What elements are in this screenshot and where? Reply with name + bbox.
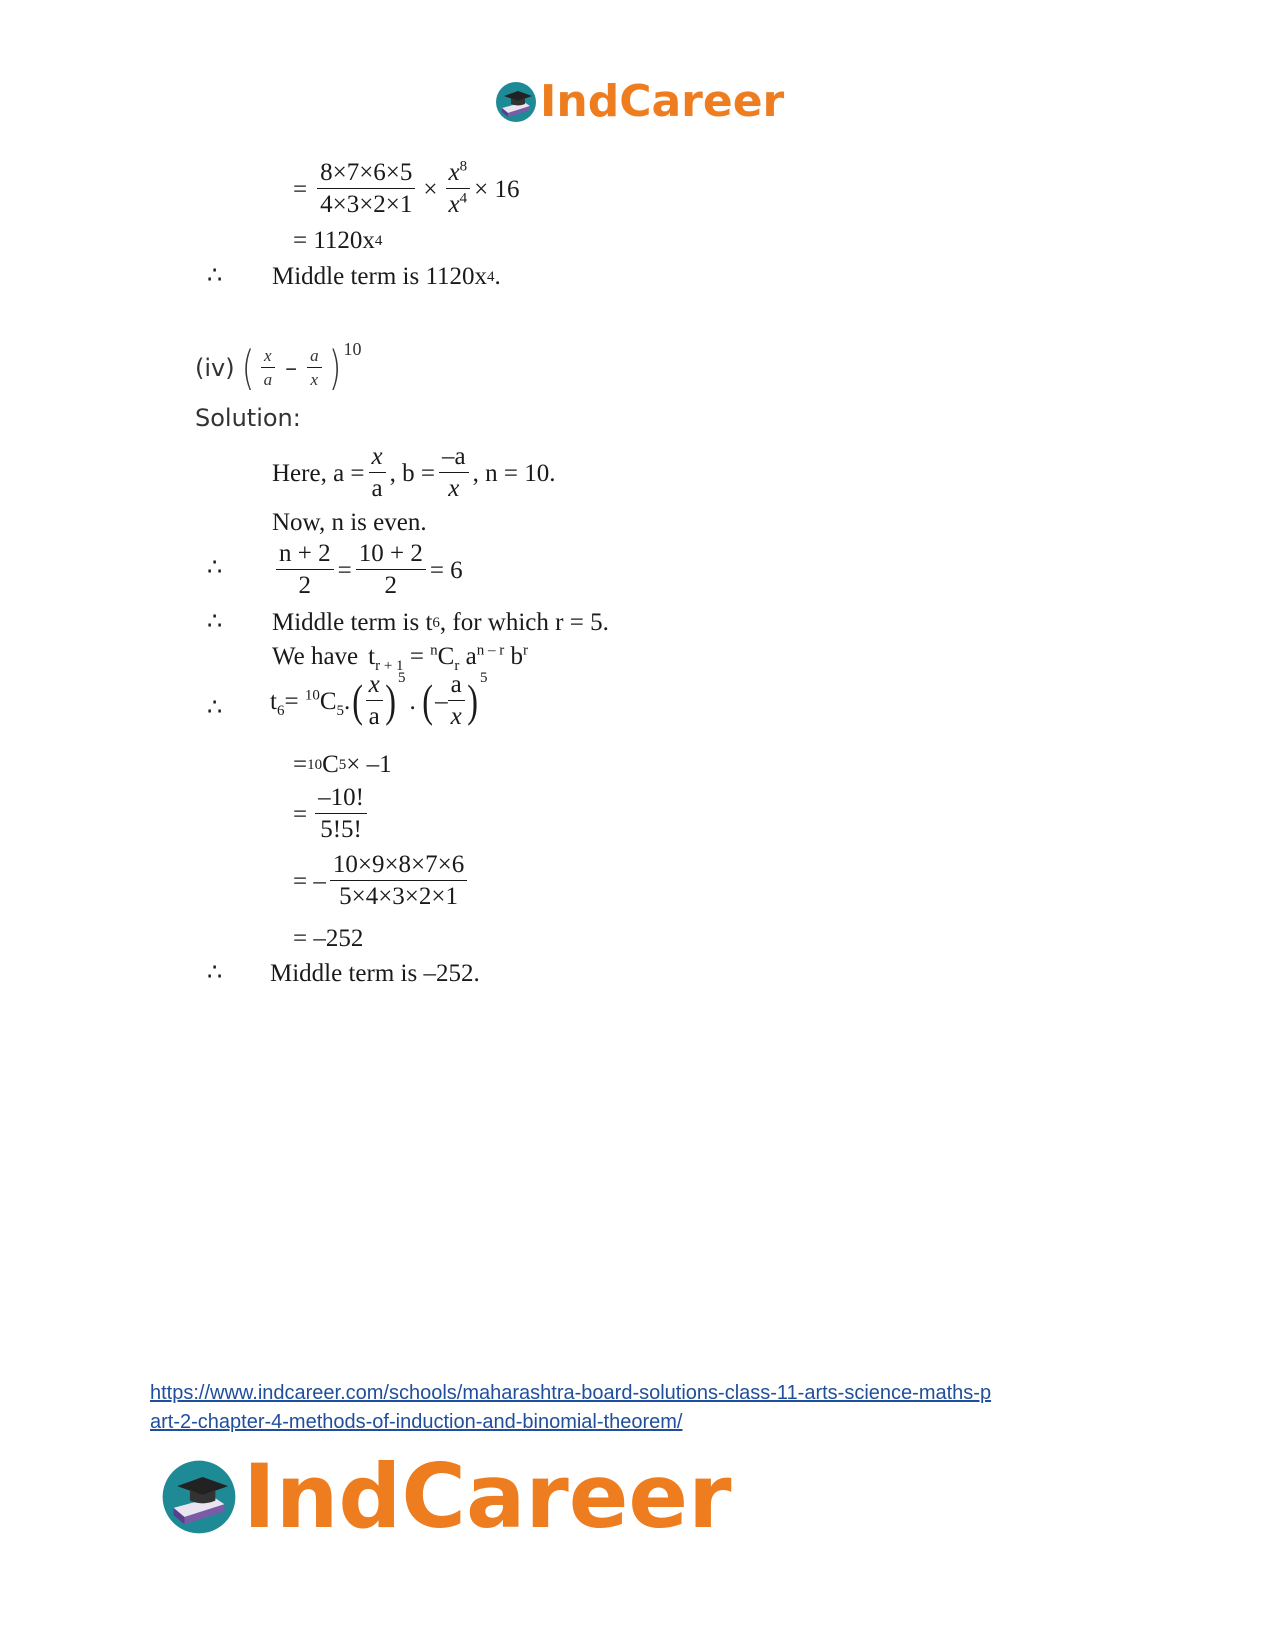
source-url-line-2: art-2-chapter-4-methods-of-induction-and-binomial-theorem/ [150, 1411, 683, 1433]
equation-line-2: = 1120x 4 [293, 227, 383, 254]
source-url-line-1: https://www.indcareer.com/schools/maharashtra-board-solutions-class-11-arts-science-maths-p [150, 1382, 992, 1404]
therefore-symbol: ∴ [207, 555, 223, 581]
therefore-symbol: ∴ [207, 695, 223, 721]
eq1-tail: × 16 [474, 175, 520, 203]
c5-line: = 10 C 5 × –1 [293, 751, 392, 778]
eq1-denominator: 4×3×2×1 [320, 191, 413, 219]
general-term-line: We have $t_{r + 1} = ^nC_r$ $a^{n - r}$ $b^r$ [272, 642, 528, 674]
source-url-link[interactable] [150, 1379, 991, 1437]
middle-term-t6-line: Middle term is t 6 , for which r = 5. [272, 609, 609, 636]
middle-term-line-1: Middle term is 1120x 4 . [272, 263, 501, 290]
graduation-books-icon [494, 80, 538, 124]
equation-line-1: = $\frac{8\times 7\times 6\times 5}{4\times 3\times 2\times 1}$ × $\frac{x^8}{x^4}$ × 16 [293, 158, 520, 219]
middle-term-final: Middle term is –252. [270, 960, 480, 987]
factorial-line: = $\frac{-10!}{5!5!}$ [293, 785, 371, 844]
header-logo-text: IndCareer [540, 76, 785, 127]
result-line: = –252 [293, 925, 364, 952]
footer-logo [159, 1445, 732, 1548]
therefore-symbol: ∴ [207, 609, 223, 635]
graduation-books-icon [159, 1457, 239, 1537]
footer-logo-text: IndCareer [243, 1445, 732, 1548]
part-iv-heading: (iv) ( $\frac{x}{a}$ – $\frac{a}{x}$ ) 10 [195, 339, 362, 395]
header-logo [494, 76, 784, 127]
here-line: Here, a = $\frac{x}{a}$ , b = $\frac{-a}{x}$ , n = 10. [272, 443, 556, 503]
now-even-line: Now, n is even. [272, 509, 427, 536]
half-n-line: $\frac{n + 2}{2}$ = $\frac{10 + 2}{2}$ = 6 [272, 541, 463, 600]
t6-expansion-line: $t_6= ^{10}C_5$. ( $\frac{x}{a}$ ) 5 . ( – $\frac{a}{x}$ ) 5 [270, 670, 488, 731]
eq1-numerator: 8×7×6×5 [317, 160, 415, 189]
product-line: = – $\frac{10\times 9\times 8\times 7\times 6}{5\times 4\times 3\times 2\times 1}$ [293, 852, 471, 911]
solution-label: Solution: [195, 404, 301, 432]
therefore-symbol: ∴ [207, 960, 223, 986]
therefore-symbol: ∴ [207, 263, 223, 289]
